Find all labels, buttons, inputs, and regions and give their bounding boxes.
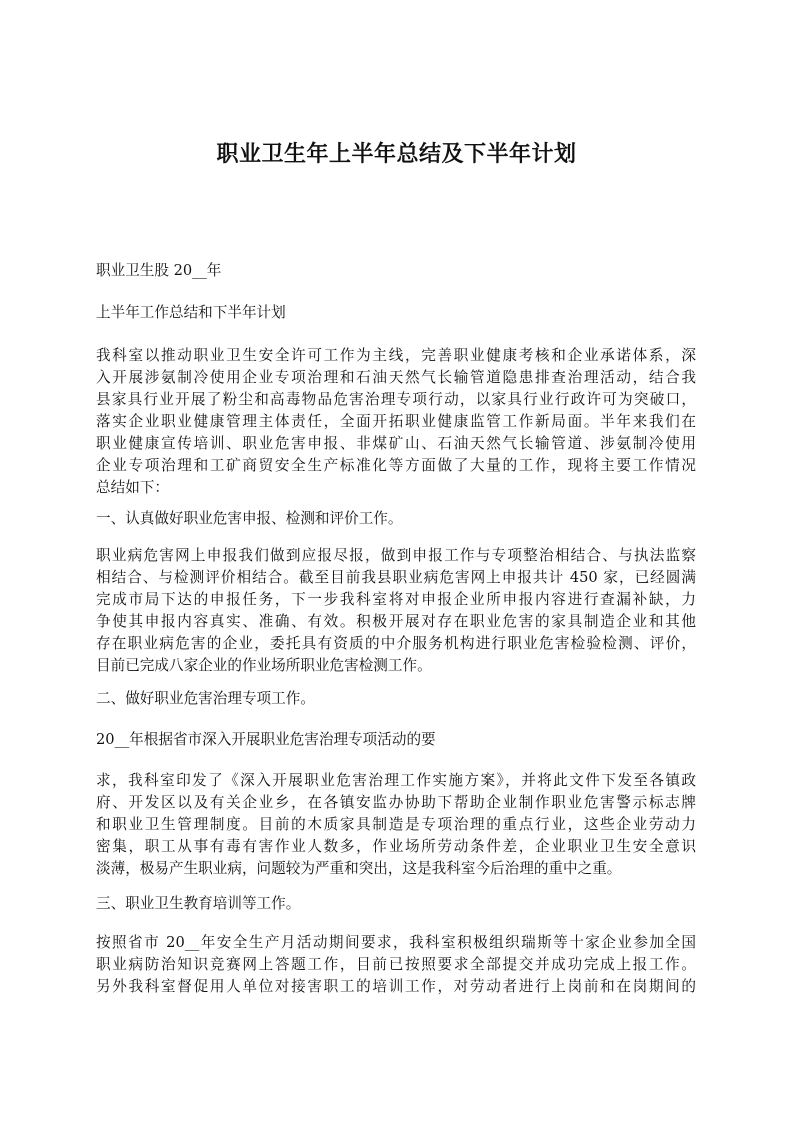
section1-paragraph: [96, 545, 696, 677]
section3-line: 职业病防治知识竞赛网上答题工作，目前已按照要求全部提交并成功完成上报工作。: [96, 956, 696, 973]
intro-line: 总结如下：: [96, 479, 169, 496]
section1-line: 存在职业病危害的企业，委托具有资质的中介服务机构进行职业危害检验检测、评价，: [96, 635, 696, 652]
intro-paragraph: [96, 345, 696, 499]
section2-paragraph: [96, 770, 696, 880]
section2-line: 求，我科室印发了《深入开展职业危害治理工作实施方案》，并将此文件下发至各镇政: [96, 772, 696, 789]
intro-line: 落实企业职业健康管理主体责任，全面开拓职业健康监管工作新局面。半年来我们在: [96, 413, 696, 430]
section3-line: 另外我科室督促用人单位对接害职工的培训工作，对劳动者进行上岗前和在岗期间的: [96, 978, 696, 995]
section2-line: 淡薄，极易产生职业病，问题较为严重和突出，这是我科室今后治理的重中之重。: [96, 860, 622, 877]
section2-line: 府、开发区以及有关企业乡，在各镇安监办协助下帮助企业制作职业危害警示标志牌: [96, 794, 696, 811]
intro-line: 职业健康宣传培训、职业危害申报、非煤矿山、石油天然气长输管道、涉氨制冷使用: [96, 435, 696, 452]
intro-line: 县家具行业开展了粉尘和高毒物品危害治理专项行动，以家具行业行政许可为突破口，: [96, 391, 696, 408]
section2-line: 密集，职工从事有毒有害作业人数多，作业场所劳动条件差，企业职业卫生安全意识: [96, 838, 696, 855]
section1-line: 职业病危害网上申报我们做到应报尽报，做到申报工作与专项整治相结合、与执法监察: [96, 547, 696, 564]
section1-line: 目前已完成八家企业的作业场所职业危害检测工作。: [96, 657, 432, 674]
section2-line: 和职业卫生管理制度。目前的木质家具制造是专项治理的重点行业，这些企业劳动力: [96, 816, 696, 833]
section2-lead-line: 20__年根据省市深入开展职业危害治理专项活动的要: [96, 731, 436, 748]
section3-paragraph: [96, 932, 696, 998]
section1-heading: 一、认真做好职业危害申报、检测和评价工作。: [96, 510, 403, 527]
section3-heading: 三、职业卫生教育培训等工作。: [96, 895, 301, 912]
section3-line: 按照省市 20__年安全生产月活动期间要求，我科室积极组织瑞斯等十家企业参加全国: [96, 934, 696, 951]
department-year-line: 职业卫生股 20__年: [96, 262, 222, 279]
intro-line: 我科室以推动职业卫生安全许可工作为主线，完善职业健康考核和企业承诺体系，深: [96, 347, 696, 364]
intro-line: 企业专项治理和工矿商贸安全生产标准化等方面做了大量的工作，现将主要工作情况: [96, 457, 696, 474]
section2-heading: 二、做好职业危害治理专项工作。: [96, 690, 315, 707]
section1-line: 相结合、与检测评价相结合。截至目前我县职业病危害网上申报共计 450 家，已经圆满: [96, 569, 696, 586]
intro-line: 入开展涉氨制冷使用企业专项治理和石油天然气长输管道隐患排查治理活动，结合我: [96, 369, 696, 386]
section1-line: 完成市局下达的申报任务，下一步我科室将对申报企业所申报内容进行查漏补缺，力: [96, 591, 696, 608]
section1-line: 争使其申报内容真实、准确、有效。积极开展对存在职业危害的家具制造企业和其他: [96, 613, 696, 630]
document-title: 职业卫生年上半年总结及下半年计划: [216, 142, 577, 167]
summary-plan-line: 上半年工作总结和下半年计划: [96, 304, 286, 321]
